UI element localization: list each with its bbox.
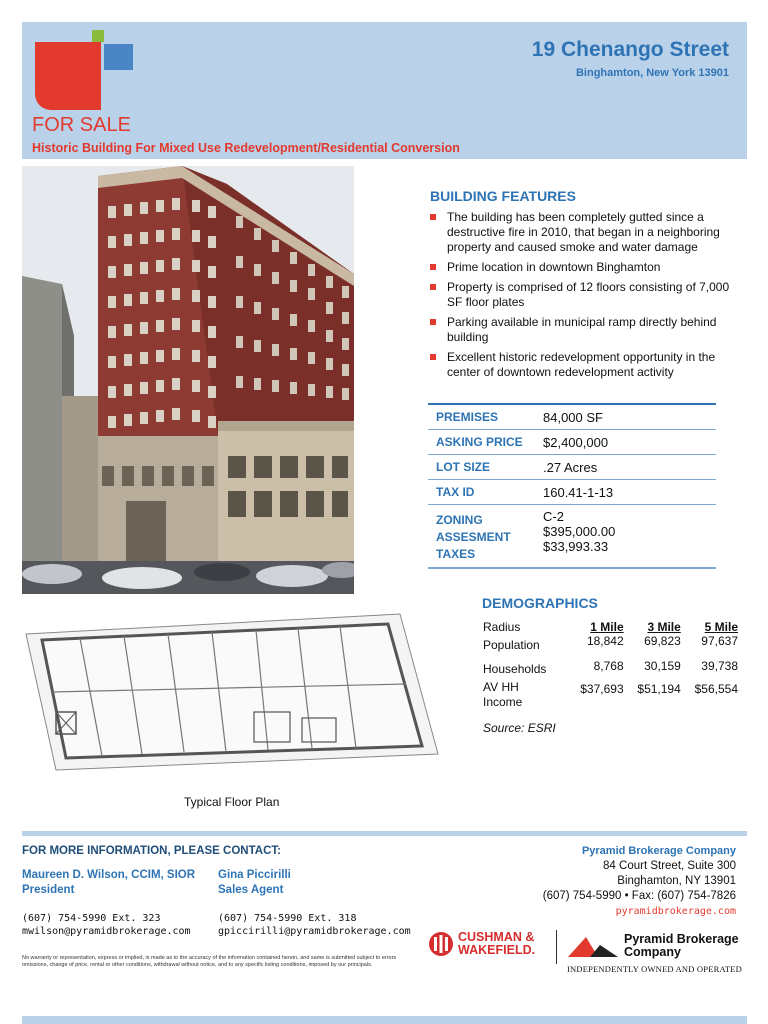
feature-item <box>430 210 730 255</box>
population-1: 18,842 <box>586 634 624 648</box>
logo-square-green <box>92 30 104 42</box>
agent-2-contact <box>218 912 411 938</box>
features-heading: BUILDING FEATURES <box>430 188 576 204</box>
income-row <box>483 676 738 710</box>
households-5: 39,738 <box>701 659 738 673</box>
radius-label: Radius <box>483 620 521 634</box>
logo-square-blue <box>102 42 135 72</box>
zoning-labels <box>428 509 543 563</box>
feature-item <box>430 315 730 345</box>
contact-heading: FOR MORE INFORMATION, PLEASE CONTACT: <box>22 845 281 857</box>
feature-text: Prime location in downtown Binghamton <box>447 260 661 274</box>
agent-1-email[interactable]: mwilson@pyramidbrokerage.com <box>22 926 191 937</box>
agent-2-email[interactable]: gpiccirilli@pyramidbrokerage.com <box>218 926 411 937</box>
pyramid-triangle-icon <box>568 935 618 957</box>
cushman-wakefield-logo <box>428 929 535 959</box>
agent-1 <box>22 868 195 898</box>
premises-value: 84,000 SF <box>543 409 603 425</box>
households-1: 8,768 <box>593 659 624 673</box>
asking-price-row <box>428 430 716 455</box>
bullet-icon <box>430 354 436 360</box>
feature-text: Property is comprised of 12 floors consisting of 7,000 SF floor plates <box>447 280 730 309</box>
col-5-mile: 5 Mile <box>704 620 738 634</box>
company-street: 84 Court Street, Suite 300 <box>603 860 736 872</box>
floor-plan-drawing <box>22 612 440 772</box>
income-label <box>483 676 566 710</box>
demographics-source: Source: ESRI <box>483 721 556 735</box>
tax-id-label: TAX ID <box>436 485 475 499</box>
population-label: Population <box>483 638 540 652</box>
feature-item <box>430 260 730 275</box>
assessment-label: ASSESMENT <box>436 530 511 544</box>
pyramid-wordmark <box>624 933 739 959</box>
company-city: Binghamton, NY 13901 <box>617 875 736 887</box>
legal-disclaimer: No warranty or representation, express or implied, is made as to the accuracy of the information contained herein, and same is submitted subject to errors omissions, change of price, rental or other conditions, withdrawal without notice, and to any specific listing conditions, imposed by our principals. <box>22 955 397 968</box>
feature-text: The building has been completely gutted since a destructive fire in 2010, that began in a neighboring property and caused smoke and water damage <box>447 210 720 254</box>
logo-square-red <box>35 42 101 110</box>
pb-line-2: Company <box>624 945 681 959</box>
demographics-table <box>483 620 738 710</box>
income-label-line2: Income <box>483 695 523 709</box>
feature-item <box>430 280 730 310</box>
taxes-value: $33,993.33 <box>543 539 609 554</box>
building-photo <box>22 166 354 594</box>
lot-size-label: LOT SIZE <box>436 460 490 474</box>
demographics-heading: DEMOGRAPHICS <box>482 595 598 611</box>
company-website-link[interactable]: pyramidbrokerage.com <box>615 906 736 917</box>
zoning-assessment-taxes-row <box>428 505 716 569</box>
section-divider <box>22 831 747 836</box>
features-list <box>430 210 730 385</box>
bullet-icon <box>430 319 436 325</box>
bullet-icon <box>430 284 436 290</box>
cushman-wakefield-emblem-icon <box>428 929 454 959</box>
company-info <box>543 844 736 919</box>
agent-1-name: Maureen D. Wilson, CCIM, SIOR <box>22 869 196 881</box>
income-label-line1: AV HH <box>483 680 519 694</box>
listing-subtitle: Historic Building For Mixed Use Redevelopment/Residential Conversion <box>32 141 460 155</box>
agent-2-phone[interactable]: (607) 754-5990 Ext. 318 <box>218 913 357 924</box>
agent-1-phone[interactable]: (607) 754-5990 Ext. 323 <box>22 913 161 924</box>
households-3: 30,159 <box>644 659 681 673</box>
zoning-label: ZONING <box>436 513 483 527</box>
cw-line-2: WAKEFIELD. <box>458 943 536 957</box>
company-name: Pyramid Brokerage Company <box>581 845 736 857</box>
population-row <box>483 634 738 652</box>
agent-1-contact <box>22 912 191 938</box>
income-5: $56,554 <box>694 682 738 696</box>
households-label: Households <box>483 662 547 676</box>
pb-line-1: Pyramid Brokerage <box>624 932 739 946</box>
feature-text: Excellent historic redevelopment opportunity in the center of downtown redevelopment activity <box>447 350 716 379</box>
agent-2-name: Gina Piccirilli <box>218 869 291 881</box>
tax-id-value: 160.41-1-13 <box>543 484 614 500</box>
agent-2-title: Sales Agent <box>218 884 284 896</box>
feature-text: Parking available in municipal ramp directly behind building <box>447 315 717 344</box>
income-3: $51,194 <box>637 682 681 696</box>
pyramid-tagline: INDEPENDENTLY OWNED AND OPERATED <box>567 964 742 974</box>
agent-1-title: President <box>22 884 75 896</box>
floor-plan-caption: Typical Floor Plan <box>184 795 280 809</box>
cw-line-1: CUSHMAN & <box>458 930 535 944</box>
col-3-mile: 3 Mile <box>647 620 681 634</box>
lot-size-value: .27 Acres <box>543 459 598 475</box>
assessment-value: $395,000.00 <box>543 524 616 539</box>
bullet-icon <box>430 214 436 220</box>
zoning-value: C-2 <box>543 509 564 524</box>
zoning-values <box>543 509 615 563</box>
population-3: 69,823 <box>644 634 681 648</box>
company-phones: (607) 754-5990 • Fax: (607) 754-7826 <box>542 890 736 902</box>
col-1-mile: 1 Mile <box>590 620 624 634</box>
footer-band <box>22 1016 747 1024</box>
asking-price-value: $2,400,000 <box>543 434 609 450</box>
for-sale-label: FOR SALE <box>32 114 131 136</box>
property-details-table <box>428 403 716 569</box>
cushman-wakefield-wordmark <box>458 931 535 957</box>
lot-size-row <box>428 455 716 480</box>
header-band <box>22 22 747 159</box>
premises-row <box>428 405 716 430</box>
pyramid-brokerage-logo <box>568 933 739 959</box>
premises-label: PREMISES <box>436 410 499 424</box>
tax-id-row <box>428 480 716 505</box>
feature-item <box>430 350 730 380</box>
households-row <box>483 652 738 676</box>
agent-2 <box>218 868 291 898</box>
income-1: $37,693 <box>580 682 624 696</box>
taxes-label: TAXES <box>436 547 476 561</box>
asking-price-label: ASKING PRICE <box>436 435 523 449</box>
logo-divider <box>556 930 557 964</box>
bullet-icon <box>430 264 436 270</box>
property-city: Binghamton, New York 13901 <box>575 67 729 79</box>
property-address: 19 Chenango Street <box>531 38 729 61</box>
population-5: 97,637 <box>701 634 738 648</box>
